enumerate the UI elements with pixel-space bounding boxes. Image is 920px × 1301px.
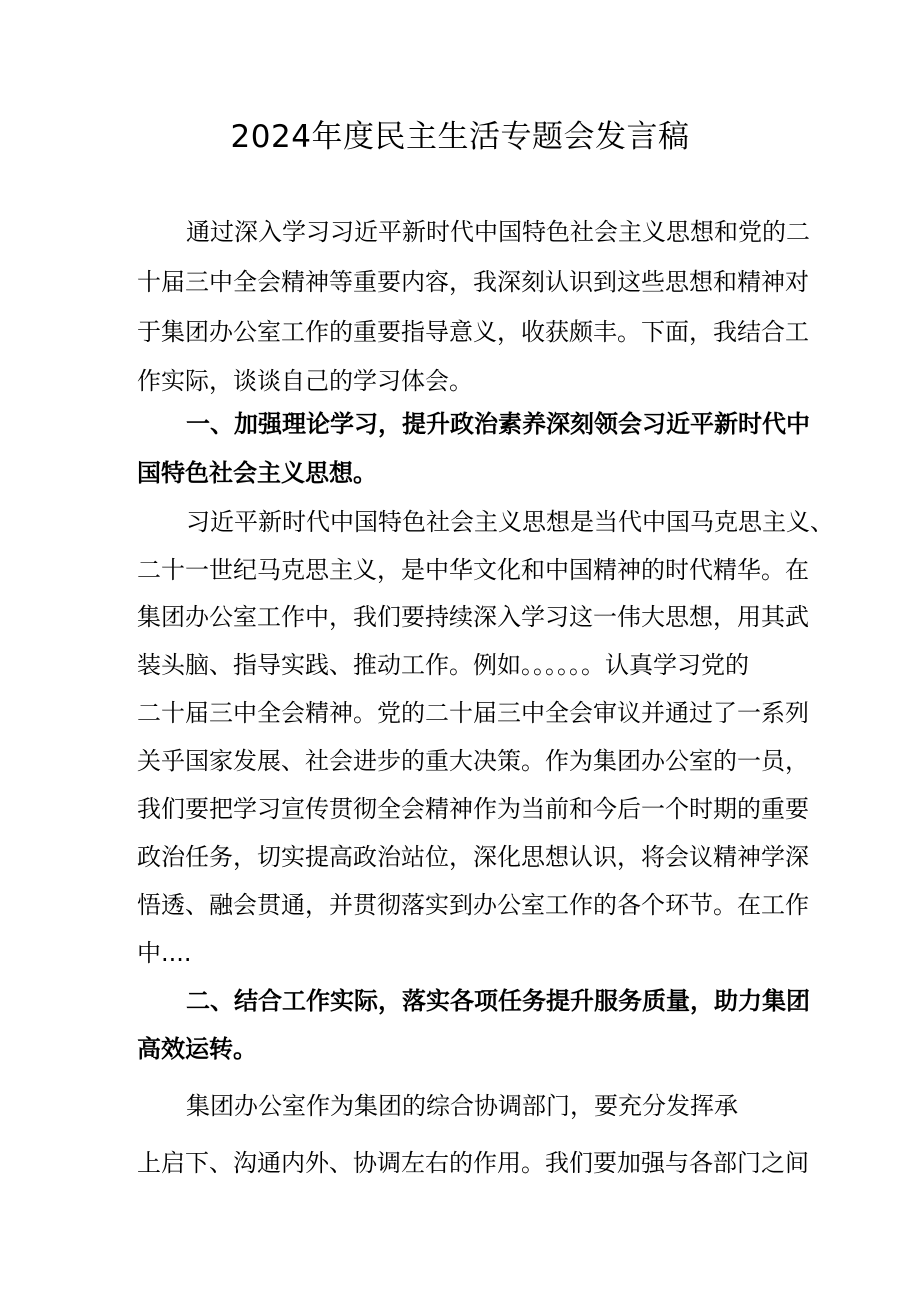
body-line: 通过深入学习习近平新时代中国特色社会主义思想和党的二 bbox=[186, 218, 810, 246]
body-line: 悟透、融会贯通，并贯彻落实到办公室工作的各个环节。在工作 bbox=[137, 891, 809, 919]
body-line: 我们要把学习宣传贯彻全会精神作为当前和今后一个时期的重要 bbox=[137, 795, 809, 823]
body-line: 关乎国家发展、社会进步的重大决策。作为集团办公室的一员， bbox=[137, 747, 809, 775]
body-line: 政治任务，切实提高政治站位，深化思想认识，将会议精神学深 bbox=[137, 843, 809, 871]
section-heading-line: 高效运转。 bbox=[137, 1035, 257, 1063]
body-line: 上启下、沟通内外、协调左右的作用。我们要加强与各部门之间 bbox=[137, 1149, 809, 1177]
body-line: 习近平新时代中国特色社会主义思想是当代中国马克思主义、 bbox=[186, 508, 834, 536]
body-line: 中.... bbox=[137, 939, 192, 967]
body-line: 集团办公室作为集团的综合协调部门，要充分发挥承 bbox=[186, 1092, 738, 1120]
body-line: 装头脑、指导实践、推动工作。例如。。。。。。认真学习党的 bbox=[137, 651, 749, 679]
section-heading-line: 一、加强理论学习，提升政治素养深刻领会习近平新时代中 bbox=[186, 410, 810, 438]
body-line: 二十一世纪马克思主义，是中华文化和中国精神的时代精华。在 bbox=[137, 556, 809, 584]
body-line: 二十届三中全会精神。党的二十届三中全会审议并通过了一系列 bbox=[137, 699, 809, 727]
body-line: 作实际，谈谈自己的学习体会。 bbox=[137, 367, 473, 395]
section-heading-line: 二、结合工作实际，落实各项任务提升服务质量，助力集团 bbox=[186, 987, 810, 1015]
section-heading-line: 国特色社会主义思想。 bbox=[137, 459, 377, 487]
body-line: 于集团办公室工作的重要指导意义，收获颇丰。下面，我结合工 bbox=[137, 318, 809, 346]
body-line: 集团办公室工作中，我们要持续深入学习这一伟大思想，用其武 bbox=[137, 603, 809, 631]
document-title: 2024年度民主生活专题会发言稿 bbox=[230, 119, 690, 155]
body-line: 十届三中全会精神等重要内容，我深刻认识到这些思想和精神对 bbox=[137, 268, 809, 296]
